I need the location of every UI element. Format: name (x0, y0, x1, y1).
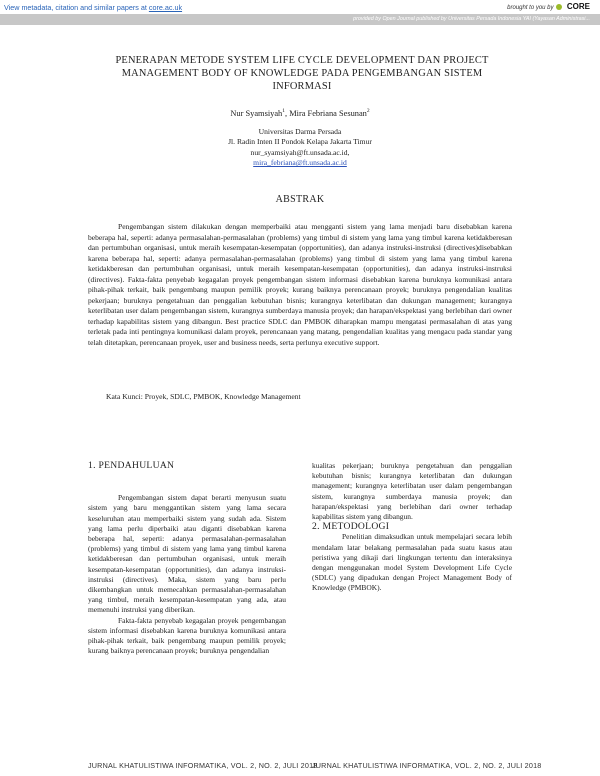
right-column (312, 461, 512, 594)
footer-left: JURNAL KHATULISTIWA INFORMATIKA, VOL. 2, NO. 2, JULI 2018 (88, 761, 318, 770)
method-paragraph-1: Penelitian dimaksudkan untuk mempelajari secara lebih mendalam latar belakang permasalahan pada suatu kasus atau peristiwa yang dikaji dari lingkungan tertentu dan interaksinya dengan menggunakan model System Development Life Cycle (SDLC) yang dipadukan dengan Project Management Body of Knowledge (PMBOK). (312, 532, 512, 593)
brought-by-text: brought to you by (507, 5, 554, 11)
method-heading: 2. METODOLOGI (312, 521, 390, 533)
address: Jl. Radin Inten II Pondok Kelapa Jakarta Timur (228, 137, 372, 147)
core-logo-icon[interactable] (555, 5, 565, 11)
metadata-notice (4, 3, 182, 12)
email-2-link[interactable]: mira_febriana@ft.unsada.ac.id (253, 158, 347, 168)
author-2-sup: 2 (366, 108, 370, 114)
author-2: , Mira Febriana Sesunan (285, 108, 367, 118)
keywords: Kata Kunci: Proyek, SDLC, PMBOK, Knowledge Management (106, 392, 301, 401)
brought-by (507, 2, 590, 11)
left-column (88, 461, 286, 656)
affiliation-block (0, 127, 600, 169)
intro-paragraph-2: Fakta-fakta penyebab kegagalan proyek pengembangan sistem informasi disebabkan karena buruknya komunikasi antara pihak-pihak terkait, baik pengembang maupun pemilik proyek; kurang baiknya perencanaan proyek; buruknya pengendalian (88, 615, 286, 656)
email-1: nur_syamsiyah@ft.unsada.ac.id, (250, 147, 350, 157)
paper-title: PENERAPAN METODE SYSTEM LIFE CYCLE DEVELOPMENT DAN PROJECT MANAGEMENT BODY OF KNOWLEDGE PADA PENGEMBANGAN SISTEM INFORMASI (115, 55, 489, 92)
provided-by-text: provided by Open Journal published by Universitas Persada Indonesia YAI (Yayasan Administrasi... (353, 16, 590, 22)
author-1: Nur Syamsiyah (230, 108, 283, 118)
footer-right: JURNAL KHATULISTIWA INFORMATIKA, VOL. 2, NO. 2, JULI 2018 (312, 761, 542, 770)
intro-paragraph-1: Pengembangan sistem dapat berarti menyusun suatu sistem yang baru menggantikan sistem yang lama secara keseluruhan atau memperbaiki sistem yang sudah ada. Sistem yang lama perlu diperbaiki atau diganti disebabkan karena beberapa hal, seperti: adanya permasalahan-permasalahan (problems) yang timbul di sistem yang lama yang timbul karena ketidakberesan dan pertumbuhan organisasi, untuk meraih kesempatan-kesempatan (opportunities), dan adanya instruksi-instruksi (directives). Maka, sistem yang baru perlu dikembangkan untuk memecahkan permasalahan-permasalahan yang timbul, meraih kesempatan-kesempatan yang ada, atau memenuhi instruksi yang diberikan. (88, 493, 286, 615)
core-label[interactable]: CORE (566, 2, 590, 11)
intro-heading: 1. PENDAHULUAN (88, 460, 175, 471)
core-link[interactable]: core.ac.uk (148, 3, 183, 12)
intro-continuation: kualitas pekerjaan; buruknya pengetahuan dan penggalian kebutuhan bisnis; kurangnya keterlibatan dan dukungan management; kurangnya keterlibatan user dalam pengembangan sistem, kurangnya sumberdaya manusia proyek; dan harapan/ekspektasi yang berlebihan dari owner terhadap kapabilitas sistem yang dibangun. (312, 461, 512, 522)
affiliation: Universitas Darma Persada (258, 127, 342, 136)
metadata-text: View metadata, citation and similar papers at (4, 3, 149, 12)
abstract-heading: ABSTRAK (275, 194, 325, 205)
abstract-text: Pengembangan sistem dilakukan dengan memperbaiki atau mengganti sistem yang lama menjadi baru disebabkan karena beberapa hal, seperti: adanya permasalahan-permasalahan (problems) yang timbul di sistem yang lama yang timbul karena ketidakberesan dan pertumbuhan organisasi, untuk meraih kesempatan-kesempatan (opportunities), dan adanya instruksi-instruksi (directives)disebabkan karena beberapa hal, seperti: adanya permasalahan-permasalahan (problems) yang timbul di sistem yang lama yang timbul karena ketidakberesan dan pertumbuhan organisasi, untuk meraih kesempatan-kesempatan (opportunities), dan adanya instruksi-instruksi (directives). Fakta-fakta penyebab kegagalan proyek pengembangan sistem informasi disebabkan karena buruknya komunikasi antara pihak-pihak terkait, baik pengembang maupun pemilik proyek; kurang baiknya perencanaan proyek; buruknya pengendalian kualitas pekerjaan; buruknya pengetahuan dan penggalian kebutuhan bisnis; kurangnya keterlibatan dan dukungan management; kurangnya keterlibatan user dalam pengembangan sistem, kurangnya sumberdaya manusia proyek; dan harapan/ekspektasi yang berlebihan dari owner terhadap kapabilitas sistem yang dibangun. Best practice SDLC dan PMBOK diharapkan mampu mengatasi permasalahan di atas yang terletak pada inti pentingnya komunikasi dalam proyek, perencanaan yang matang, pengendalian kualitas yang mengacu pada standar yang telah ditetapkan, perencanaan proyek, user and business needs, serta perlunya executive support. (88, 222, 512, 348)
authors (0, 108, 600, 118)
provided-by-bar (0, 14, 600, 25)
author-1-sup: 1 (282, 108, 285, 114)
top-bar (0, 0, 600, 13)
